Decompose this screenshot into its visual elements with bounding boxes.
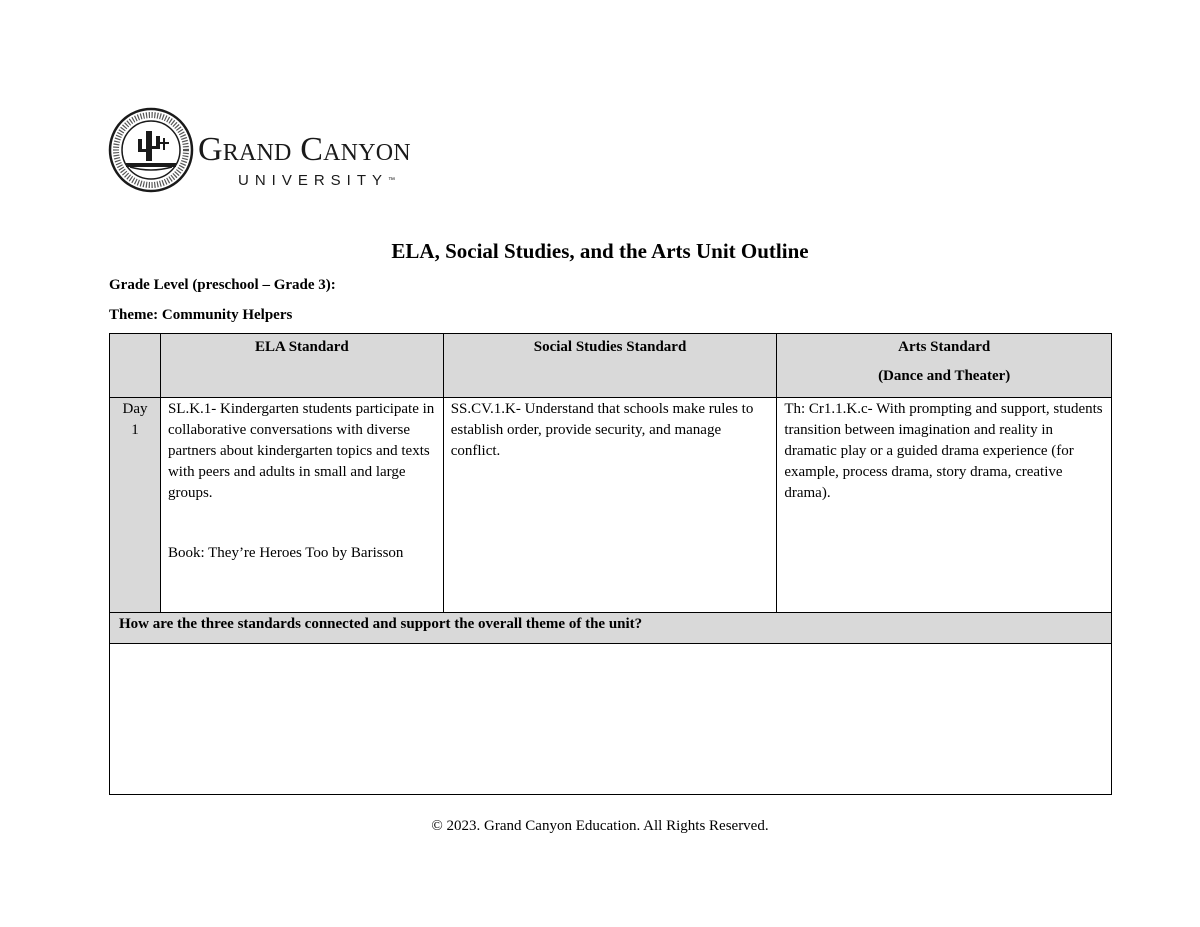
logo-name: Grand Canyon	[198, 131, 411, 168]
theme-value: Community Helpers	[161, 307, 293, 323]
table-row	[110, 398, 1112, 613]
grade-level-label: Grade Level (preschool – Grade 3):	[109, 277, 336, 293]
ela-standard-cell[interactable]	[160, 398, 443, 613]
header-arts-line2: (Dance and Theater)	[878, 368, 1011, 384]
university-seal-icon	[108, 107, 194, 193]
page-title: ELA, Social Studies, and the Arts Unit Outline	[391, 239, 809, 263]
social-studies-standard-text: SS.CV.1.K- Understand that schools make rules to establish order, provide security, and manage conflict.	[450, 401, 754, 459]
logo-subtitle: UNIVERSITY™	[238, 172, 396, 189]
copyright-footer: © 2023. Grand Canyon Education. All Rights Reserved.	[431, 818, 769, 834]
answer-row	[110, 644, 1112, 795]
arts-standard-cell[interactable]	[777, 398, 1112, 613]
arts-standard-text: Th: Cr1.1.K.c- With prompting and support, students transition between imagination and reality in dramatic play or a guided drama experience (for example, process drama, story drama, creative drama).	[784, 401, 1103, 501]
answer-field[interactable]	[110, 644, 1112, 795]
header-day	[110, 334, 161, 398]
theme-line	[109, 307, 292, 324]
header-social-studies-standard: Social Studies Standard	[443, 334, 777, 398]
theme-label: Theme:	[109, 307, 159, 323]
social-studies-standard-cell[interactable]	[443, 398, 777, 613]
question-row	[110, 613, 1112, 644]
header-arts-line1: Arts Standard	[898, 339, 991, 355]
table-header-row	[110, 334, 1112, 398]
day-number: 1	[131, 422, 139, 438]
day-cell	[110, 398, 161, 613]
logo-wordmark	[198, 133, 411, 188]
header-ela-standard: ELA Standard	[160, 334, 443, 398]
university-logo	[108, 107, 488, 197]
header-arts-standard	[777, 334, 1112, 398]
question-text: How are the three standards connected and support the overall theme of the unit?	[110, 613, 1112, 644]
ela-book-text: Book: They’re Heroes Too by Barisson	[167, 545, 404, 561]
ela-standard-text: SL.K.1- Kindergarten students participate in collaborative conversations with diverse partners about kindergarten topics and texts with peers and adults in small and large groups.	[167, 401, 435, 501]
unit-outline-table	[109, 333, 1112, 795]
day-label: Day	[122, 401, 148, 417]
